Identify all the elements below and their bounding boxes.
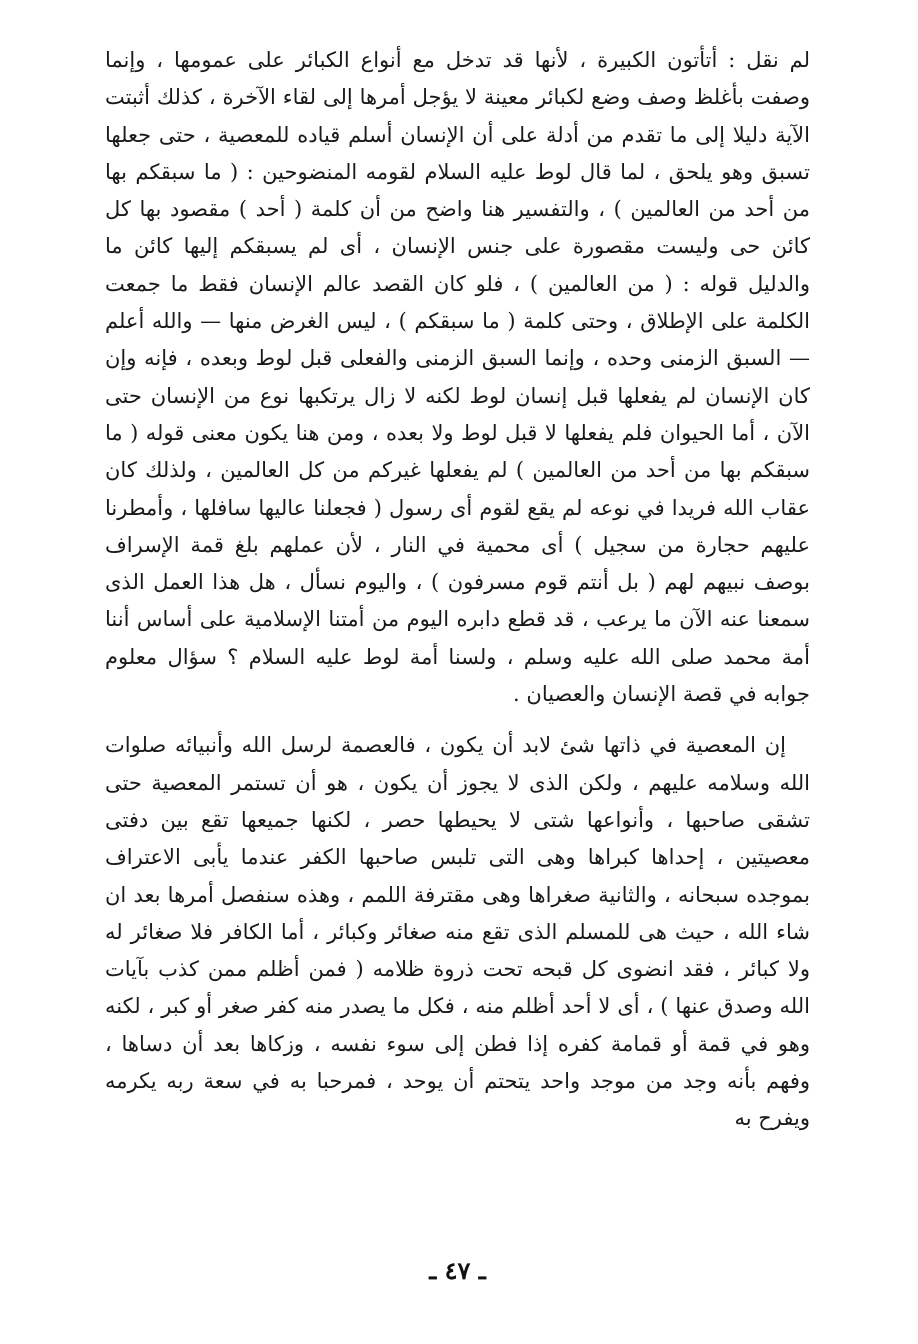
paragraph-1: لم نقل : أتأتون الكبيرة ، لأنها قد تدخل مع أنواع الكبائر على عمومها ، وإنما وصفت بأغلظ وصف وضع لكبائر معينة لا يؤجل أمرها إلى لقاء الآخرة ، كذلك أثبتت الآية دليلا إلى ما تقدم من أدلة على أن الإنسان أسلم قياده للمعصية ، حتى جعلها تسبق وهو يلحق ، لما قال لوط عليه السلام لقومه المنضوحين : ( ما سبقكم بها من أحد من العالمين ) ، والتفسير هنا واضح من أن كلمة ( أحد ) مقصود بها كل كائن حى وليست مقصورة على جنس الإنسان ، أى لم يسبقكم إليها كائن ما والدليل قوله : ( من العالمين ) ، فلو كان القصد عالم الإنسان فقط ما جمعت الكلمة على الإطلاق ، وحتى كلمة ( ما سبقكم ) ، ليس الغرض منها — والله أعلم — السبق الزمنى وحده ، وإنما السبق الزمنى والفعلى قبل لوط وبعده ، فإنه وإن كان الإنسان لم يفعلها قبل إنسان لوط لكنه لا زال يرتكبها نوع من الإنسان حتى الآن ، أما الحيوان فلم يفعلها لا قبل لوط ولا بعده ، ومن هنا يكون معنى قوله ( ما سبقكم بها من أحد من العالمين ) لم يفعلها غيركم من كل العالمين ، ولذلك كان عقاب الله فريدا في نوعه لم يقع لقوم أى رسول ( فجعلنا عاليها سافلها ، وأمطرنا عليهم حجارة من سجيل ) أى محمية في النار ، لأن عملهم بلغ قمة الإسراف بوصف نبيهم لهم ( بل أنتم قوم مسرفون ) ، واليوم نسأل ، هل هذا العمل الذى سمعنا عنه الآن ما يرعب ، قد قطع دابره اليوم من أمتنا الإسلامية على أساس أننا أمة محمد صلى الله عليه وسلم ، ولسنا أمة لوط عليه السلام ؟ سؤال معلوم جوابه في قصة الإنسان والعصيان . <box>105 48 811 707</box>
book-page <box>105 40 810 1290</box>
page-number: ـ ٤٧ ـ <box>429 1256 486 1285</box>
paragraph-2: إن المعصية في ذاتها شئ لابد أن يكون ، فالعصمة لرسل الله وأنبيائه صلوات الله وسلامه عليهم ، ولكن الذى لا يجوز أن يكون ، هو أن تستمر المعصية حتى تشقى صاحبها ، وأنواعها شتى لا يحيطها حصر ، لكنها جميعها تقع بين دفتى معصيتين ، إحداها كبراها وهى التى تلبس صاحبها الكفر عندما يأبى الاعتراف بموجده سبحانه ، والثانية صغراها وهى مقترفة اللمم ، وهذه سنفصل أمرها بعد ان شاء الله ، حيث هى للمسلم الذى تقع منه صغائر وكبائر ، أما الكافر فلا صغائر له ولا كبائر ، فقد انضوى كل قبحه تحت ذروة ظلامه ( فمن أظلم ممن كذب بآيات الله وصدق عنها ) ، أى لا أحد أظلم منه ، فكل ما يصدر منه كفر صغر أو كبر ، لكنه وهو في قمة أو قمامة كفره إذا فطن إلى سوء نفسه ، وزكاها بعد أن دساها ، وفهم بأنه وجد من موجد واحد يتحتم أن يوحد ، فمرحبا به في سعة ربه يكرمه ويفرح به <box>105 733 810 1131</box>
